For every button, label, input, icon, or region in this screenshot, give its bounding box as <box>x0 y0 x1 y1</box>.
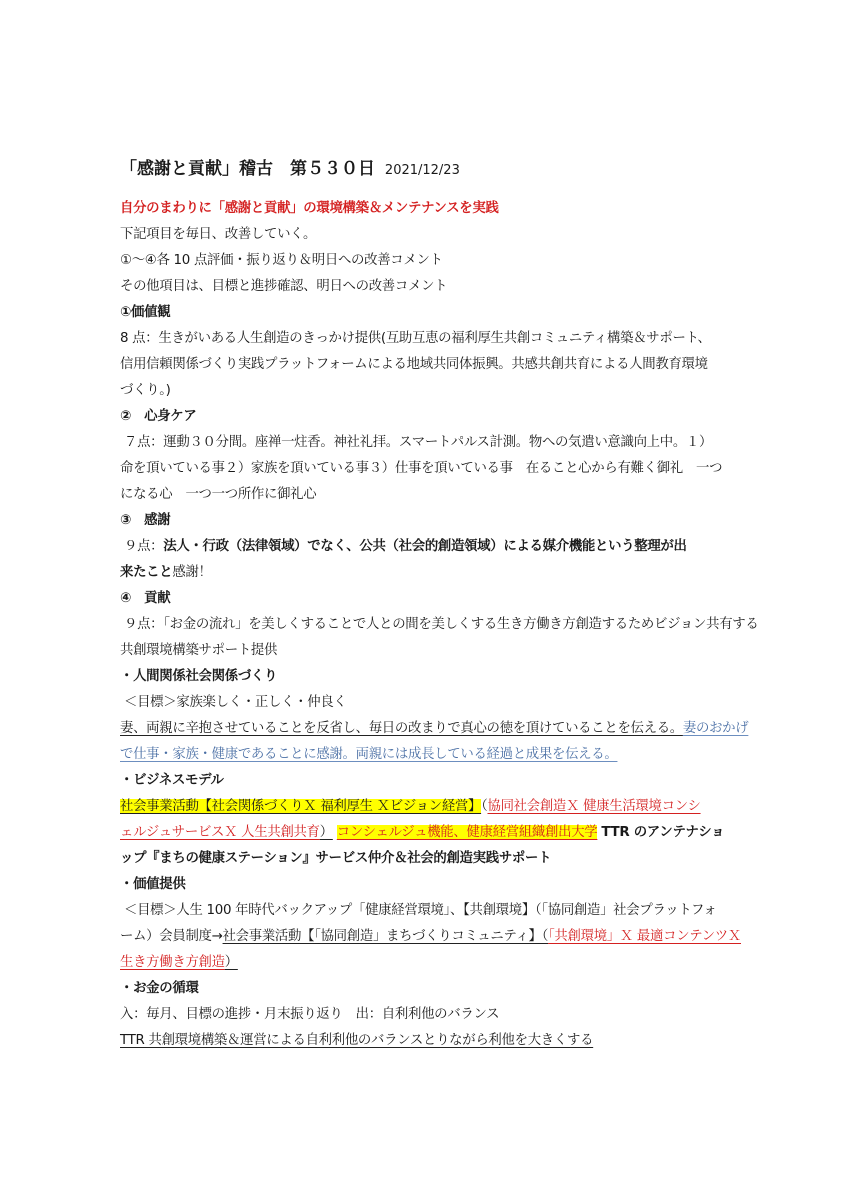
page-title <box>120 158 740 184</box>
contribution-line: ９点：「お金の流れ」を美しくすることで人との間を美しくする生き方働き方創造するためビジョン共有する <box>124 617 759 632</box>
section-heading-money: ・お金の循環 <box>120 981 199 996</box>
relations-text-blue: で仕事・家族・健康であることに感謝。両親には成長している経過と成果を伝える。 <box>120 747 618 762</box>
relations-line <box>120 716 749 742</box>
money-line <box>120 1028 740 1054</box>
business-highlight-red: コンシェルジュ機能、健康経営組織創出大学 <box>336 825 598 840</box>
values-line: 8 点：生きがいある人生創造のきっかけ提供(互助互恵の福利厚生共創コミュニティ構築＆サポート、 <box>120 331 711 346</box>
subtitle: 自分のまわりに「感謝と貢献」の環境構築＆メンテナンスを実践 <box>120 201 499 216</box>
document-page <box>120 158 759 1054</box>
value-offer-line <box>120 924 740 950</box>
gratitude-line <box>120 534 740 560</box>
gratitude-text: 法人・行政（法律領域）でなく、公共（社会的創造領域）による媒介機能という整理が出 <box>163 539 687 554</box>
value-offer-line <box>120 950 740 976</box>
money-underlined: TTR 共創環境構築＆運営による自利利他のバランスとりながら利他を大きくする <box>120 1033 594 1048</box>
section-heading-business: ・ビジネスモデル <box>120 773 224 788</box>
intro-line: 下記項目を毎日、改善していく。 <box>120 227 317 242</box>
relations-text-blue: 妻のおかげ <box>682 721 749 736</box>
value-offer-text: ーム）会員制度→ <box>120 929 223 944</box>
section-heading-relations: ・人間関係社会関係づくり <box>120 669 278 684</box>
gratitude-score: ９点： <box>124 539 164 554</box>
relations-goal: ＜目標＞家族楽しく・正しく・仲良く <box>124 695 347 710</box>
value-offer-red: 生き方働き方創造 <box>120 955 225 970</box>
gratitude-line <box>120 560 740 586</box>
value-offer-underlined: 社会事業活動【「協同創造」まちづくりコミュニティ】（ <box>222 929 549 944</box>
business-line <box>120 820 740 846</box>
section-heading-gratitude: ③ 感謝 <box>120 513 171 528</box>
money-line: 入：毎月、目標の進捗・月末振り返り 出：自利利他のバランス <box>120 1007 500 1022</box>
care-line: ７点：運動３０分間。座禅一炷香。神社礼拝。スマートパルス計測。物への気遣い意識向上中。１） <box>124 435 713 450</box>
section-heading-contribution: ④ 貢献 <box>120 591 171 606</box>
relations-text: 妻、両親に辛抱させていることを反省し、毎日の改まりで真心の徳を頂けていることを伝える。 <box>120 721 683 736</box>
business-highlight: 社会事業活動【社会関係づくりＸ 福利厚生 Ｘビジョン経営】 <box>120 799 482 814</box>
care-line: になる心 一つ一つ所作に御礼心 <box>120 487 317 502</box>
gratitude-text: 感謝！ <box>172 565 212 580</box>
business-red-text: 協同社会創造Ｘ 健康生活環境コンシ <box>487 799 701 814</box>
business-paren: （ <box>481 799 488 814</box>
relations-line <box>120 742 740 768</box>
business-line: ップ『まちの健康ステーション』サービス仲介＆社会的創造実践サポート <box>120 851 552 866</box>
care-line: 命を頂いている事２）家族を頂いている事３）仕事を頂いている事 在ること心から有難く御礼 一つ <box>120 461 723 476</box>
gratitude-text: 来たこと <box>120 565 173 580</box>
values-line: づくり。) <box>120 383 171 398</box>
contribution-line: 共創環境構築サポート提供 <box>120 643 278 658</box>
value-offer-line: ＜目標＞人生 100 年時代バックアップ「健康経営環境」、【共創環境】（「協同創造」社会プラットフォ <box>124 903 717 918</box>
value-offer-paren: ） <box>224 955 238 970</box>
intro-line: ①～④各 10 点評価・振り返り＆明日への改善コメント <box>120 253 443 268</box>
title-date: 2021/12/23 <box>384 163 460 178</box>
section-heading-care: ② 心身ケア <box>120 409 197 424</box>
title-main: 「感謝と貢献」稽古 第５３０日 <box>120 159 375 179</box>
business-line <box>120 794 740 820</box>
intro-line: その他項目は、目標と進捗確認、明日への改善コメント <box>120 279 448 294</box>
business-red-text: ェルジュサービスＸ 人生共創共育 <box>120 825 320 840</box>
section-heading-values: ①価値観 <box>120 305 171 320</box>
value-offer-red: 「共創環境」Ｘ 最適コンテンツＸ <box>548 929 741 944</box>
business-paren: ） <box>319 825 333 840</box>
values-line: 信用信頼関係づくり実践プラットフォームによる地域共同体振興。共感共創共育による人間教育環境 <box>120 357 708 372</box>
section-heading-value-offer: ・価値提供 <box>120 877 186 892</box>
business-bold-text: TTR のアンテナショ <box>601 825 725 840</box>
